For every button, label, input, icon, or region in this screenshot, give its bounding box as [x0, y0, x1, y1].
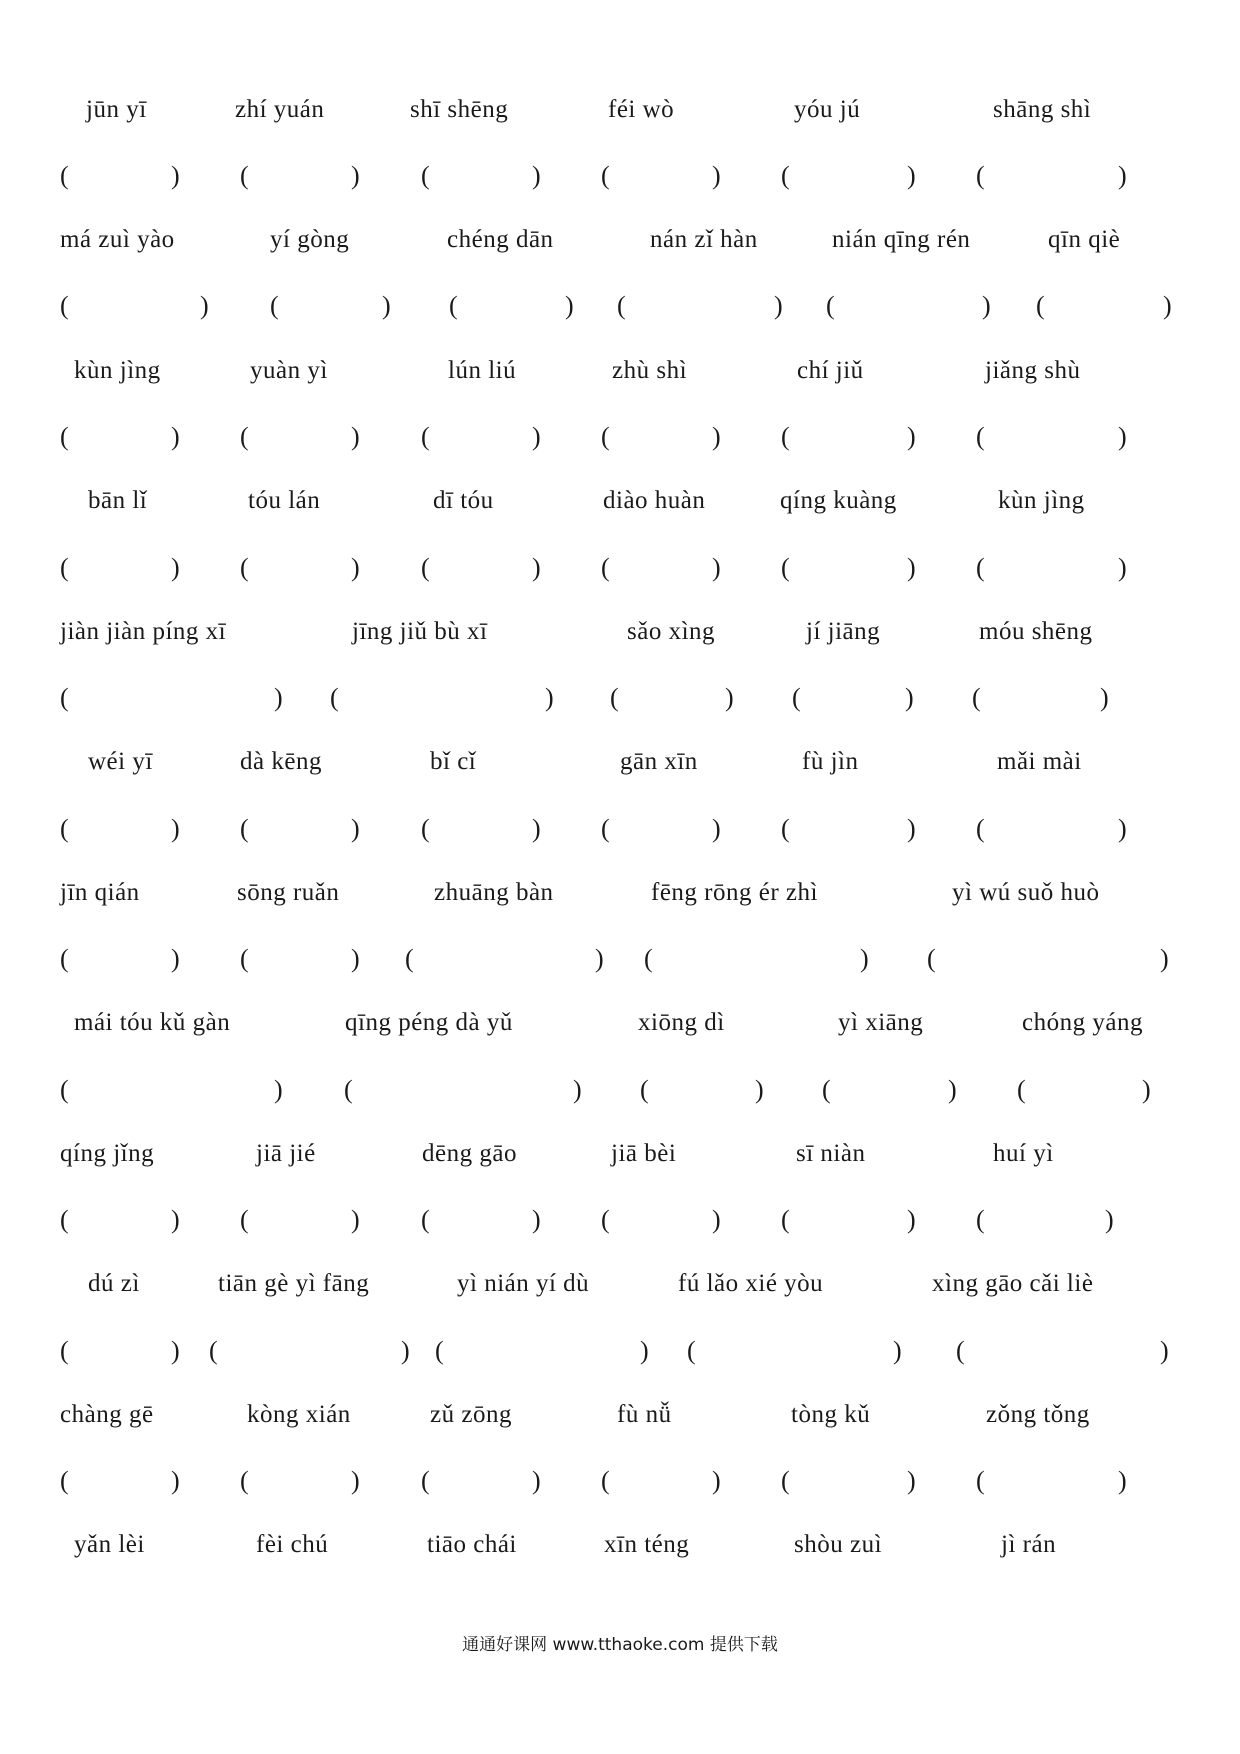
answer-blank-row	[0, 939, 1240, 979]
pinyin-word: yǎn lèi	[74, 1531, 145, 1558]
pinyin-word: shī shēng	[410, 96, 509, 123]
close-paren: )	[171, 944, 180, 973]
open-paren: (	[449, 291, 458, 320]
pinyin-row	[0, 1134, 1240, 1174]
pinyin-word: yì wú suǒ huò	[952, 879, 1100, 906]
answer-blank-row	[0, 1461, 1240, 1501]
close-paren: )	[640, 1336, 649, 1365]
open-paren: (	[972, 683, 981, 712]
pinyin-row	[0, 742, 1240, 782]
footer-credit: 通通好课网 www.tthaoke.com 提供下载	[462, 1635, 778, 1655]
close-paren: )	[907, 814, 916, 843]
pinyin-word: fèi chú	[256, 1531, 329, 1558]
open-paren: (	[405, 944, 414, 973]
close-paren: )	[171, 422, 180, 451]
close-paren: )	[171, 1336, 180, 1365]
pinyin-word: móu shēng	[979, 618, 1093, 645]
pinyin-row	[0, 481, 1240, 521]
answer-blank-row	[0, 548, 1240, 588]
close-paren: )	[1118, 422, 1127, 451]
close-paren: )	[351, 1466, 360, 1495]
pinyin-word: jiā bèi	[611, 1140, 677, 1167]
close-paren: )	[1105, 1205, 1114, 1234]
close-paren: )	[712, 1466, 721, 1495]
close-paren: )	[595, 944, 604, 973]
pinyin-word: féi wò	[608, 96, 675, 123]
close-paren: )	[712, 814, 721, 843]
close-paren: )	[1118, 161, 1127, 190]
pinyin-word: diào huàn	[603, 487, 706, 514]
answer-blank-row	[0, 1331, 1240, 1371]
pinyin-word: dēng gāo	[422, 1140, 517, 1167]
open-paren: (	[240, 553, 249, 582]
open-paren: (	[209, 1336, 218, 1365]
open-paren: (	[976, 1466, 985, 1495]
open-paren: (	[421, 1466, 430, 1495]
close-paren: )	[1163, 291, 1172, 320]
pinyin-word: fù jìn	[802, 748, 859, 775]
open-paren: (	[60, 291, 69, 320]
open-paren: (	[344, 1075, 353, 1104]
pinyin-word: zǔ zōng	[430, 1401, 512, 1428]
open-paren: (	[60, 161, 69, 190]
pinyin-word: kùn jìng	[998, 487, 1085, 514]
close-paren: )	[532, 1205, 541, 1234]
open-paren: (	[240, 1466, 249, 1495]
open-paren: (	[270, 291, 279, 320]
open-paren: (	[1036, 291, 1045, 320]
open-paren: (	[60, 814, 69, 843]
close-paren: )	[712, 422, 721, 451]
close-paren: )	[401, 1336, 410, 1365]
pinyin-word: nián qīng rén	[832, 226, 971, 253]
open-paren: (	[781, 422, 790, 451]
pinyin-word: má zuì yào	[60, 226, 175, 253]
pinyin-word: tiān gè yì fāng	[218, 1270, 370, 1297]
close-paren: )	[712, 553, 721, 582]
pinyin-row	[0, 351, 1240, 391]
close-paren: )	[1118, 553, 1127, 582]
close-paren: )	[860, 944, 869, 973]
open-paren: (	[956, 1336, 965, 1365]
close-paren: )	[1160, 1336, 1169, 1365]
open-paren: (	[330, 683, 339, 712]
pinyin-word: yì xiāng	[838, 1009, 924, 1036]
close-paren: )	[725, 683, 734, 712]
open-paren: (	[421, 1205, 430, 1234]
close-paren: )	[1118, 814, 1127, 843]
pinyin-row	[0, 1525, 1240, 1565]
pinyin-word: yuàn yì	[250, 357, 328, 384]
open-paren: (	[421, 422, 430, 451]
open-paren: (	[60, 683, 69, 712]
close-paren: )	[907, 161, 916, 190]
pinyin-word: yóu jú	[794, 96, 861, 123]
pinyin-word: mái tóu kǔ gàn	[74, 1009, 231, 1036]
close-paren: )	[1160, 944, 1169, 973]
close-paren: )	[905, 683, 914, 712]
open-paren: (	[601, 1205, 610, 1234]
pinyin-word: qīng péng dà yǔ	[345, 1009, 513, 1036]
open-paren: (	[60, 422, 69, 451]
open-paren: (	[601, 1466, 610, 1495]
pinyin-word: xiōng dì	[638, 1009, 725, 1036]
open-paren: (	[976, 161, 985, 190]
pinyin-word: fú lǎo xié yòu	[678, 1270, 824, 1297]
close-paren: )	[171, 1205, 180, 1234]
close-paren: )	[532, 814, 541, 843]
close-paren: )	[351, 553, 360, 582]
pinyin-word: bǐ cǐ	[430, 748, 477, 775]
open-paren: (	[976, 814, 985, 843]
pinyin-word: bān lǐ	[88, 487, 148, 514]
pinyin-word: chàng gē	[60, 1401, 154, 1428]
close-paren: )	[712, 161, 721, 190]
close-paren: )	[907, 422, 916, 451]
close-paren: )	[545, 683, 554, 712]
close-paren: )	[351, 161, 360, 190]
open-paren: (	[60, 553, 69, 582]
pinyin-word: wéi yī	[88, 748, 153, 775]
answer-blank-row	[0, 1200, 1240, 1240]
pinyin-word: yì nián yí dù	[457, 1270, 590, 1297]
close-paren: )	[565, 291, 574, 320]
pinyin-word: tòng kǔ	[791, 1401, 871, 1428]
answer-blank-row	[0, 678, 1240, 718]
pinyin-word: jì rán	[1001, 1531, 1057, 1558]
pinyin-word: tiāo chái	[427, 1531, 517, 1558]
close-paren: )	[532, 422, 541, 451]
close-paren: )	[351, 422, 360, 451]
open-paren: (	[435, 1336, 444, 1365]
open-paren: (	[601, 161, 610, 190]
close-paren: )	[274, 1075, 283, 1104]
open-paren: (	[601, 553, 610, 582]
close-paren: )	[532, 1466, 541, 1495]
pinyin-row	[0, 1395, 1240, 1435]
pinyin-word: chóng yáng	[1022, 1009, 1143, 1036]
open-paren: (	[240, 422, 249, 451]
open-paren: (	[617, 291, 626, 320]
close-paren: )	[774, 291, 783, 320]
open-paren: (	[781, 1205, 790, 1234]
close-paren: )	[532, 553, 541, 582]
close-paren: )	[907, 1205, 916, 1234]
open-paren: (	[781, 814, 790, 843]
open-paren: (	[240, 1205, 249, 1234]
open-paren: (	[640, 1075, 649, 1104]
pinyin-word: shāng shì	[993, 96, 1092, 123]
close-paren: )	[351, 944, 360, 973]
open-paren: (	[976, 1205, 985, 1234]
open-paren: (	[421, 814, 430, 843]
open-paren: (	[781, 161, 790, 190]
pinyin-row	[0, 90, 1240, 130]
pinyin-word: sǎo xìng	[627, 618, 716, 645]
pinyin-word: sōng ruǎn	[237, 879, 340, 906]
pinyin-word: nán zǐ hàn	[650, 226, 758, 253]
close-paren: )	[171, 161, 180, 190]
pinyin-word: zǒng tǒng	[986, 1401, 1090, 1428]
pinyin-row	[0, 220, 1240, 260]
close-paren: )	[1142, 1075, 1151, 1104]
pinyin-word: jīn qián	[60, 879, 140, 906]
open-paren: (	[421, 553, 430, 582]
close-paren: )	[755, 1075, 764, 1104]
open-paren: (	[822, 1075, 831, 1104]
close-paren: )	[982, 291, 991, 320]
close-paren: )	[907, 553, 916, 582]
pinyin-word: dī tóu	[433, 487, 494, 514]
close-paren: )	[200, 291, 209, 320]
answer-blank-row	[0, 809, 1240, 849]
open-paren: (	[240, 161, 249, 190]
answer-blank-row	[0, 286, 1240, 326]
open-paren: (	[687, 1336, 696, 1365]
close-paren: )	[907, 1466, 916, 1495]
open-paren: (	[976, 422, 985, 451]
close-paren: )	[171, 814, 180, 843]
close-paren: )	[351, 814, 360, 843]
answer-blank-row	[0, 417, 1240, 457]
open-paren: (	[60, 1075, 69, 1104]
open-paren: (	[781, 1466, 790, 1495]
pinyin-word: qíng kuàng	[780, 487, 897, 514]
pinyin-word: zhí yuán	[235, 96, 325, 123]
pinyin-word: kòng xián	[247, 1401, 351, 1428]
open-paren: (	[610, 683, 619, 712]
open-paren: (	[601, 814, 610, 843]
open-paren: (	[421, 161, 430, 190]
pinyin-word: jiàn jiàn píng xī	[60, 618, 227, 645]
pinyin-row	[0, 612, 1240, 652]
pinyin-word: shòu zuì	[794, 1531, 883, 1558]
close-paren: )	[171, 553, 180, 582]
close-paren: )	[948, 1075, 957, 1104]
open-paren: (	[60, 1466, 69, 1495]
open-paren: (	[781, 553, 790, 582]
open-paren: (	[644, 944, 653, 973]
close-paren: )	[532, 161, 541, 190]
pinyin-row	[0, 873, 1240, 913]
pinyin-word: xìng gāo cǎi liè	[932, 1270, 1094, 1297]
pinyin-word: jiǎng shù	[985, 357, 1081, 384]
open-paren: (	[240, 944, 249, 973]
pinyin-word: gān xīn	[620, 748, 698, 775]
close-paren: )	[1118, 1466, 1127, 1495]
close-paren: )	[274, 683, 283, 712]
open-paren: (	[976, 553, 985, 582]
pinyin-row	[0, 1003, 1240, 1043]
open-paren: (	[792, 683, 801, 712]
open-paren: (	[240, 814, 249, 843]
pinyin-word: jí jiāng	[806, 618, 881, 645]
pinyin-word: fù nǚ	[617, 1401, 672, 1428]
open-paren: (	[1017, 1075, 1026, 1104]
open-paren: (	[826, 291, 835, 320]
pinyin-word: chí jiǔ	[797, 357, 864, 384]
close-paren: )	[712, 1205, 721, 1234]
pinyin-word: zhuāng bàn	[434, 879, 554, 906]
pinyin-word: dú zì	[88, 1270, 140, 1297]
close-paren: )	[171, 1466, 180, 1495]
pinyin-word: huí yì	[993, 1140, 1054, 1167]
pinyin-word: qīn qiè	[1048, 226, 1121, 253]
pinyin-word: tóu lán	[248, 487, 321, 514]
answer-blank-row	[0, 1070, 1240, 1110]
open-paren: (	[927, 944, 936, 973]
pinyin-word: dà kēng	[240, 748, 322, 775]
pinyin-word: jīng jiǔ bù xī	[352, 618, 488, 645]
close-paren: )	[1100, 683, 1109, 712]
answer-blank-row	[0, 156, 1240, 196]
close-paren: )	[382, 291, 391, 320]
pinyin-word: fēng rōng ér zhì	[651, 879, 818, 906]
close-paren: )	[573, 1075, 582, 1104]
open-paren: (	[60, 1336, 69, 1365]
pinyin-word: zhù shì	[612, 357, 688, 384]
pinyin-word: jūn yī	[86, 96, 147, 123]
close-paren: )	[351, 1205, 360, 1234]
pinyin-word: chéng dān	[447, 226, 554, 253]
pinyin-word: xīn téng	[604, 1531, 690, 1558]
pinyin-word: kùn jìng	[74, 357, 161, 384]
open-paren: (	[601, 422, 610, 451]
close-paren: )	[893, 1336, 902, 1365]
pinyin-word: sī niàn	[796, 1140, 866, 1167]
pinyin-word: lún liú	[448, 357, 517, 384]
pinyin-word: mǎi mài	[997, 748, 1082, 775]
pinyin-word: qíng jǐng	[60, 1140, 155, 1167]
pinyin-word: jiā jié	[256, 1140, 316, 1167]
pinyin-row	[0, 1264, 1240, 1304]
open-paren: (	[60, 1205, 69, 1234]
open-paren: (	[60, 944, 69, 973]
pinyin-word: yí gòng	[270, 226, 350, 253]
